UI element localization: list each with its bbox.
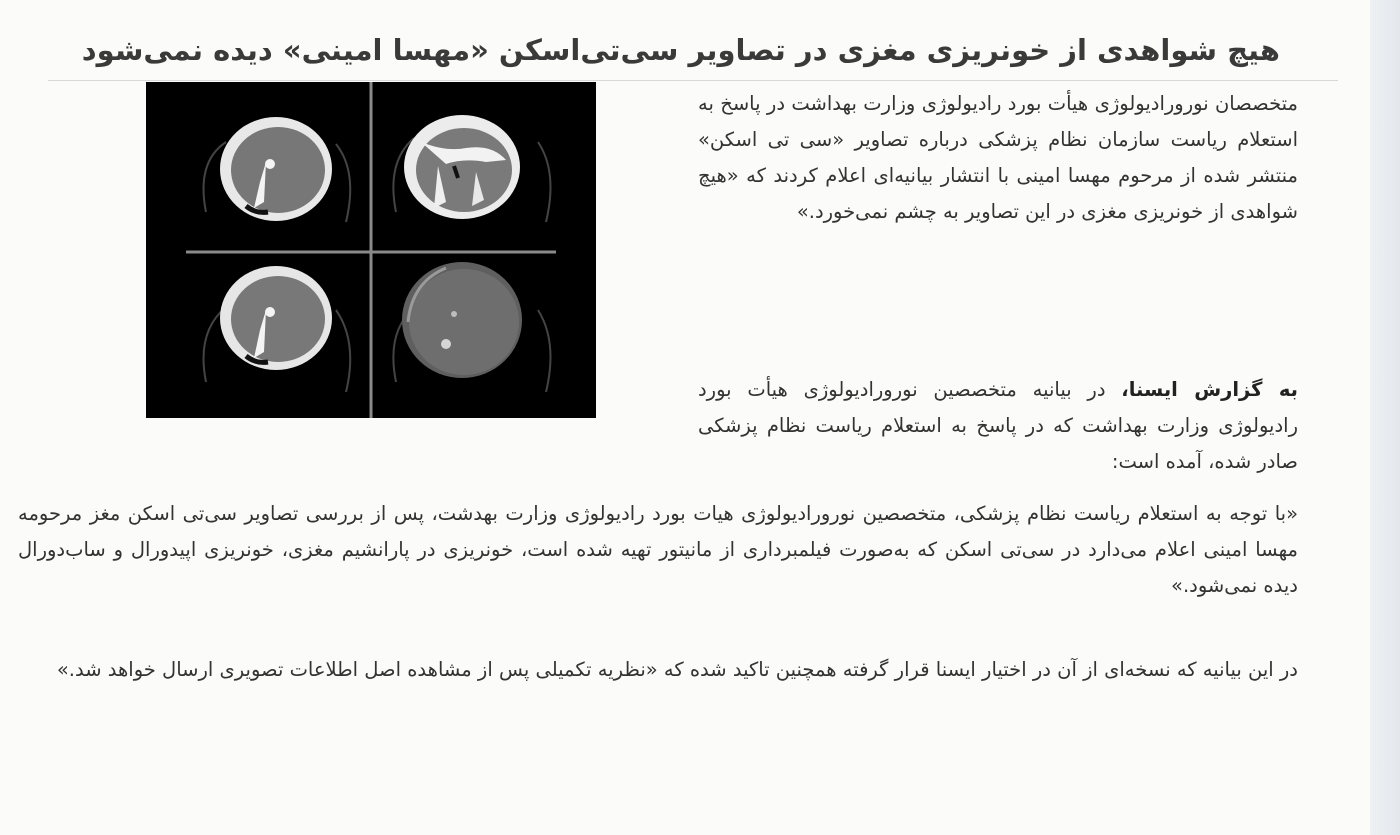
article-title: هیچ شواهدی از خونریزی مغزی در تصاویر سی‌تی‌اسکن «مهسا امینی» دیده نمی‌شود [81,33,1280,68]
paragraph-report [698,372,1298,480]
title-divider [48,80,1338,81]
report-body: در بیانیه متخصصین نورورادیولوژی هیأت بورد رادیولوژی وزارت بهداشت که در پاسخ به استعلام ریاست نظام پزشکی صادر شده، آمده است: [698,378,1298,473]
window-edge [1370,0,1400,835]
paragraph-intro: متخصصان نورورادیولوژی هیأت بورد رادیولوژی وزارت بهداشت در پاسخ به استعلام ریاست سازمان نظام پزشکی درباره تصاویر «سی تی اسکن» منتشر شده از مرحوم مهسا امینی با انتشار بیانیه‌ای اعلام کردند که «هیچ شواهدی از خونریزی مغزی در این تصاویر به چشم نمی‌خورد.» [698,92,1298,223]
report-lead: به گزارش ایسنا، [1121,378,1298,401]
ct-scan-image [146,82,596,418]
ct-scan-icon [146,82,596,418]
paragraph-closing: در این بیانیه که نسخه‌ای از آن در اختیار ایسنا قرار گرفته همچنین تاکید شده که «نظریه تکمیلی پس از مشاهده اصل اطلاعات تصویری ارسال خواهد شد.» [56,658,1298,681]
paragraph-quote: «با توجه به استعلام ریاست نظام پزشکی، متخصصین نورورادیولوژی هیات بورد رادیولوژی وزارت بهدشت، پس از بررسی تصاویر سی‌تی اسکن مغز مرحومه مهسا امینی اعلام می‌دارد در سی‌تی اسکن که به‌صورت فیلمبرداری از مانیتور تهیه شده است، خونریزی در پارانشیم مغزی، خونریزی اپیدورال و ساب‌دورال دیده نمی‌شود.» [18,502,1298,597]
